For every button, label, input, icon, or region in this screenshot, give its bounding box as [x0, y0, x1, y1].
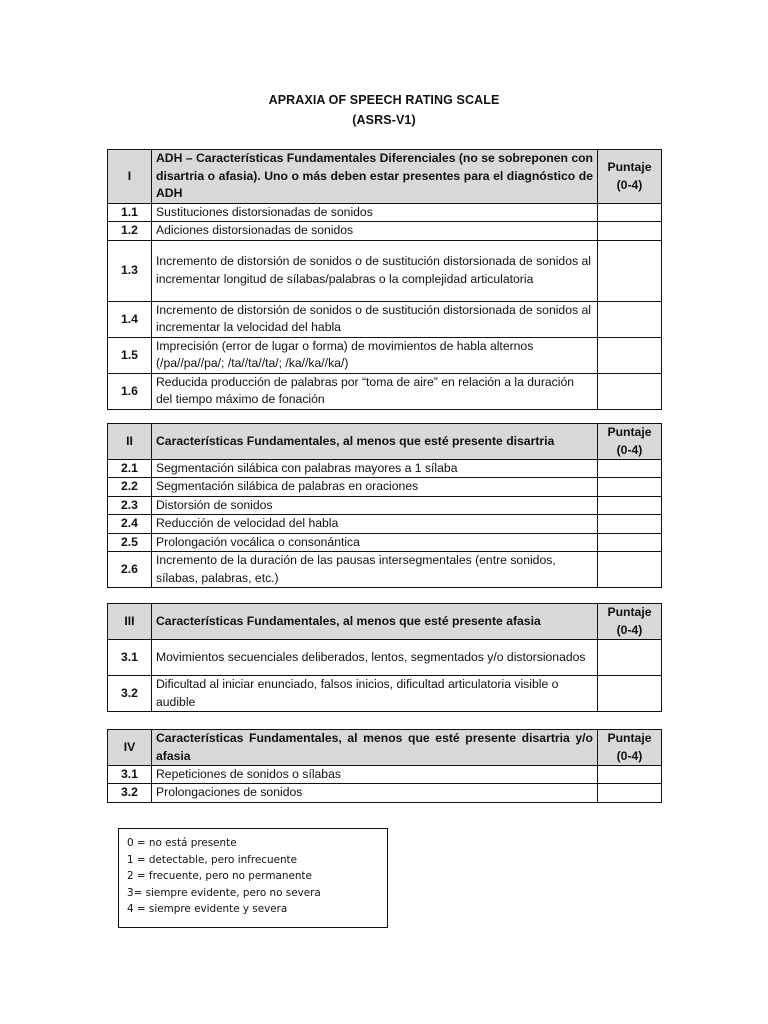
item-text: Incremento de distorsión de sonidos o de sustitución distorsionada de sonidos al incrementar longitud de sílabas/palabras o la complejidad articulatoria	[152, 240, 598, 301]
section-number: IV	[108, 730, 152, 766]
score-cell[interactable]	[598, 222, 662, 240]
score-cell[interactable]	[598, 204, 662, 222]
section-number: II	[108, 424, 152, 460]
table-row	[108, 204, 662, 222]
table-row	[108, 496, 662, 514]
legend-item: 0 = no está presente	[127, 837, 237, 849]
table-row	[108, 337, 662, 373]
score-cell[interactable]	[598, 373, 662, 409]
table-row	[108, 640, 662, 676]
item-number: 3.1	[108, 640, 152, 676]
item-number: 2.2	[108, 478, 152, 496]
item-text: Sustituciones distorsionadas de sonidos	[152, 204, 598, 222]
item-number: 1.6	[108, 373, 152, 409]
item-number: 2.3	[108, 496, 152, 514]
score-cell[interactable]	[598, 784, 662, 802]
section-header-text: ADH – Características Fundamentales Diferenciales (no se sobreponen con disartria o afasia). Uno o más deben estar presentes para el diagnóstico de ADH	[152, 150, 598, 204]
section-number: III	[108, 604, 152, 640]
score-column-header: Puntaje (0-4)	[598, 424, 662, 460]
score-cell[interactable]	[598, 301, 662, 337]
score-cell[interactable]	[598, 640, 662, 676]
section-iv-table	[107, 729, 662, 803]
item-number: 2.4	[108, 515, 152, 533]
item-text: Prolongaciones de sonidos	[152, 784, 598, 802]
page-subtitle: (ASRS-V1)	[352, 113, 416, 127]
table-row	[108, 552, 662, 588]
item-number: 1.1	[108, 204, 152, 222]
table-row	[108, 460, 662, 478]
section-iii-table	[107, 603, 662, 712]
score-cell[interactable]	[598, 676, 662, 712]
table-row	[108, 301, 662, 337]
score-cell[interactable]	[598, 496, 662, 514]
score-cell[interactable]	[598, 460, 662, 478]
table-row	[108, 240, 662, 301]
section-header-text: Características Fundamentales, al menos que esté presente afasia	[152, 604, 598, 640]
item-number: 3.2	[108, 676, 152, 712]
score-cell[interactable]	[598, 478, 662, 496]
legend-item: 4 = siempre evidente y severa	[127, 903, 288, 916]
table-row	[108, 478, 662, 496]
section-header-text: Características Fundamentales, al menos que esté presente disartria y/o afasia	[152, 730, 598, 766]
item-text: Reducción de velocidad del habla	[152, 515, 598, 533]
item-number: 2.5	[108, 533, 152, 551]
section-number: I	[108, 150, 152, 204]
score-column-header: Puntaje (0-4)	[598, 150, 662, 204]
score-column-header: Puntaje (0-4)	[598, 730, 662, 766]
item-text: Imprecisión (error de lugar o forma) de movimientos de habla alternos (/pa//pa//pa/; /ta//ta//ta/; /ka//ka//ka/)	[152, 337, 598, 373]
table-row	[108, 373, 662, 409]
legend-item: 2 = frecuente, pero no permanente	[127, 870, 312, 883]
item-text: Adiciones distorsionadas de sonidos	[152, 222, 598, 240]
item-text: Prolongación vocálica o consonántica	[152, 533, 598, 551]
score-cell[interactable]	[598, 240, 662, 301]
item-number: 2.1	[108, 460, 152, 478]
table-row	[108, 784, 662, 802]
score-cell[interactable]	[598, 515, 662, 533]
item-number: 2.6	[108, 552, 152, 588]
score-cell[interactable]	[598, 533, 662, 551]
section-header-row	[108, 424, 662, 460]
section-header-row	[108, 150, 662, 204]
item-text: Incremento de la duración de las pausas intersegmentales (entre sonidos, sílabas, palabras, etc.)	[152, 552, 598, 588]
item-text: Incremento de distorsión de sonidos o de sustitución distorsionada de sonidos al incrementar la velocidad del habla	[152, 301, 598, 337]
section-ii-table	[107, 423, 662, 588]
table-row	[108, 766, 662, 784]
item-number: 1.5	[108, 337, 152, 373]
item-text: Reducida producción de palabras por “toma de aire” en relación a la duración del tiempo máximo de fonación	[152, 373, 598, 409]
item-text: Segmentación silábica de palabras en oraciones	[152, 478, 598, 496]
table-row	[108, 676, 662, 712]
item-number: 1.2	[108, 222, 152, 240]
legend-item: 3= siempre evidente, pero no severa	[127, 886, 321, 899]
item-number: 3.2	[108, 784, 152, 802]
item-text: Segmentación silábica con palabras mayores a 1 sílaba	[152, 460, 598, 478]
table-row	[108, 515, 662, 533]
section-i-table	[107, 149, 662, 410]
item-text: Distorsión de sonidos	[152, 496, 598, 514]
legend-item: 1 = detectable, pero infrecuente	[127, 853, 298, 866]
table-row	[108, 533, 662, 551]
section-header-row	[108, 604, 662, 640]
item-text: Movimientos secuenciales deliberados, lentos, segmentados y/o distorsionados	[152, 640, 598, 676]
score-legend	[118, 828, 388, 928]
item-number: 1.4	[108, 301, 152, 337]
item-text: Dificultad al iniciar enunciado, falsos inicios, dificultad articulatoria visible o audible	[152, 676, 598, 712]
section-header-row	[108, 730, 662, 766]
item-number: 1.3	[108, 240, 152, 301]
score-cell[interactable]	[598, 552, 662, 588]
section-header-text: Características Fundamentales, al menos que esté presente disartria	[152, 424, 598, 460]
table-row	[108, 222, 662, 240]
score-cell[interactable]	[598, 337, 662, 373]
page-title: APRAXIA OF SPEECH RATING SCALE	[268, 93, 500, 107]
item-text: Repeticiones de sonidos o sílabas	[152, 766, 598, 784]
item-number: 3.1	[108, 766, 152, 784]
score-column-header: Puntaje (0-4)	[598, 604, 662, 640]
score-cell[interactable]	[598, 766, 662, 784]
